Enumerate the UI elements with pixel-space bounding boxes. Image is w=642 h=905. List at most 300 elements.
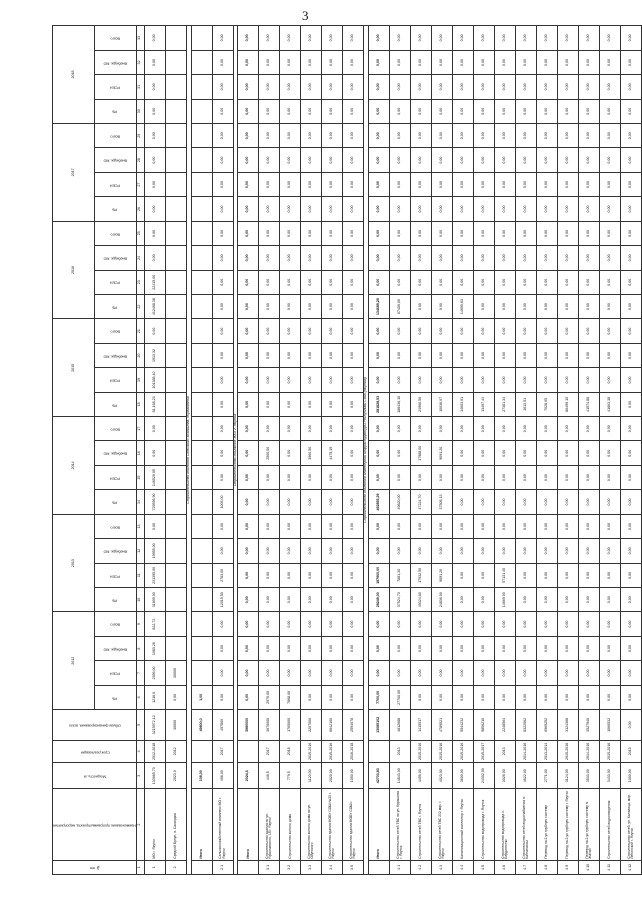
table-cell: 0,00 (621, 417, 642, 441)
column-number: 2 (136, 789, 144, 860)
table-cell: 2024,6 (238, 763, 259, 789)
table-cell: 0,00 (280, 75, 301, 99)
table-cell: 0,00 (301, 172, 322, 196)
table-cell: 0,00 (343, 514, 364, 538)
table-cell: 0,00 (212, 99, 233, 123)
subcolumn-header: РСЕН (94, 368, 136, 392)
table-cell: 6642100 (322, 710, 343, 741)
table-cell: 0,00 (280, 270, 301, 294)
table-cell: 0,00 (411, 26, 432, 51)
table-cell: 0,00 (600, 612, 621, 636)
table-cell: 0,00 (301, 563, 322, 587)
item-name-cell: Строительство жилого дома (280, 789, 301, 860)
table-cell (165, 148, 186, 172)
subcolumn-header: РБ (94, 197, 136, 221)
subcolumn-header: РСЕН (94, 75, 136, 99)
column-number: 15 (136, 465, 144, 489)
table-cell: 0,00 (411, 75, 432, 99)
table-cell: 0,00 (432, 539, 453, 563)
subcolumn-header: РБ (94, 99, 136, 123)
table-cell: 0,00 (432, 294, 453, 318)
subcolumn-header: Внебюдж. МО (94, 441, 136, 465)
table-cell (165, 441, 186, 465)
table-cell: 0,00 (280, 490, 301, 514)
subcolumn-header: Внебюдж. МО (94, 50, 136, 74)
table-row (165, 26, 186, 875)
table-cell: 0,00 (322, 99, 343, 123)
table-cell: 0,00 (390, 514, 411, 538)
table-cell: 17988,00 (411, 441, 432, 465)
table-cell (165, 465, 186, 489)
table-cell: 0,00 (495, 50, 516, 74)
table-cell: 0,00 (579, 246, 600, 270)
table-cell (165, 636, 186, 660)
table-cell: 0,00 (369, 50, 390, 74)
table-cell: 0,00 (280, 99, 301, 123)
table-cell: 0,00 (579, 75, 600, 99)
table-cell: 0,00 (238, 661, 259, 685)
subcolumn-header: Всего (94, 612, 136, 636)
table-cell: 0,00 (558, 636, 579, 660)
table-cell: 0,00 (238, 75, 259, 99)
table-cell: 27700,00 (390, 685, 411, 709)
table-cell: 0,00 (453, 124, 474, 148)
table-cell: 0,00 (495, 368, 516, 392)
table-cell: 30000 (165, 710, 186, 741)
table-cell: 0,00 (369, 99, 390, 123)
table-cell: 0,00 (390, 368, 411, 392)
table-cell: 0,00 (495, 685, 516, 709)
table-cell: 1050,00 (343, 763, 364, 789)
table-cell: 0,00 (474, 368, 495, 392)
table-cell: 0,00 (369, 221, 390, 245)
item-name-cell: Сельскохозяйственный комплекс МО г. Якутск (212, 789, 233, 860)
table-cell (191, 860, 212, 874)
table-cell: 0,00 (301, 319, 322, 343)
table-cell: 0,00 (537, 172, 558, 196)
table-cell: 0,00 (453, 343, 474, 367)
table-cell: 0,00 (301, 148, 322, 172)
item-name-cell: Средний Булун, п. Саханджа (165, 789, 186, 860)
table-cell: 2970,00 (259, 685, 280, 709)
table-cell: 0,00 (212, 50, 233, 74)
subtotal-row (238, 26, 259, 875)
table-cell: 0,00 (322, 465, 343, 489)
table-cell: 0,00 (259, 612, 280, 636)
column-number: 14 (136, 490, 144, 514)
table-cell: 0,00 (390, 539, 411, 563)
table-cell: 0,00 (432, 124, 453, 148)
table-cell: 2015-2016 (600, 740, 621, 762)
table-cell: 0,00 (432, 148, 453, 172)
table-cell: 0,00 (343, 392, 364, 416)
table-cell: 0,00 (621, 270, 642, 294)
subcolumn-header: РСЕН (94, 465, 136, 489)
table-cell: 37508,13 (432, 490, 453, 514)
table-cell: 7881,30 (390, 563, 411, 587)
table-cell: 0,00 (579, 417, 600, 441)
table-cell: 0,00 (212, 661, 233, 685)
column-number: 23 (136, 270, 144, 294)
table-cell: 0,00 (600, 417, 621, 441)
table-cell: 0,00 (579, 636, 600, 660)
table-cell: 0,00 (621, 539, 642, 563)
table-cell: 0,00 (621, 636, 642, 660)
section-title: Строительство объектов инженерной инфраструктуры Республики Саха (Якутия) (364, 26, 369, 875)
table-cell: 0,00 (621, 710, 642, 741)
item-name-cell: Строительство здания МОБУ СОШ г. Якутск (343, 789, 364, 860)
column-number: 24 (136, 246, 144, 270)
table-cell: 0,00 (621, 75, 642, 99)
table-cell: 0,00 (579, 612, 600, 636)
table-cell: 0,00 (144, 124, 165, 148)
table-cell: 0,00 (474, 26, 495, 51)
item-name-cell: Строительство здания МОБУ СОШ №33 г. Якутск (322, 789, 343, 860)
table-cell: 0,00 (390, 197, 411, 221)
table-cell (191, 588, 212, 612)
column-number: 22 (136, 294, 144, 318)
table-cell: 0,00 (537, 539, 558, 563)
table-cell: 0,00 (537, 661, 558, 685)
table-cell: 0,00 (238, 392, 259, 416)
table-cell (191, 246, 212, 270)
table-cell: 2012 (165, 740, 186, 762)
table-cell: 0,00 (280, 588, 301, 612)
table-cell: 0,00 (301, 636, 322, 660)
table-cell: 0,00 (495, 294, 516, 318)
table-cell: 0,00 (579, 221, 600, 245)
table-cell: 9091,20 (432, 441, 453, 465)
table-cell: 0,00 (453, 441, 474, 465)
table-cell: 0,00 (212, 221, 233, 245)
table-cell: 0,00 (369, 465, 390, 489)
table-cell (191, 490, 212, 514)
table-cell (165, 343, 186, 367)
table-cell: 0,00 (411, 172, 432, 196)
table-cell: 2500,00 (259, 441, 280, 465)
table-cell: 0,00 (495, 270, 516, 294)
year-header: 2015 (53, 319, 95, 417)
table-cell: 0,00 (537, 319, 558, 343)
table-cell: 0,00 (343, 490, 364, 514)
table-cell: 0,00 (516, 26, 537, 51)
table-cell: 0,00 (301, 661, 322, 685)
table-cell: 0,00 (558, 148, 579, 172)
table-cell: 0,00 (259, 50, 280, 74)
table-cell: 134689,29 (369, 294, 390, 318)
table-cell: 0,00 (516, 148, 537, 172)
table-cell: 2018 (280, 740, 301, 762)
table-cell: 0,00 (453, 50, 474, 74)
table-cell (191, 661, 212, 685)
table-cell (191, 99, 212, 123)
table-cell: 0,00 (369, 441, 390, 465)
table-cell: 0,00 (343, 661, 364, 685)
table-cell: 0,00 (516, 50, 537, 74)
column-header: Срок реализации (53, 740, 137, 762)
table-cell: 0,00 (301, 588, 322, 612)
table-cell: 0,00 (322, 75, 343, 99)
table-cell: 0,00 (322, 294, 343, 318)
table-cell: 1120,00 (301, 763, 322, 789)
table-cell (191, 514, 212, 538)
table-cell: 0,00 (600, 465, 621, 489)
financing-table (52, 25, 642, 875)
table-cell: 0,00 (212, 197, 233, 221)
table-cell: 0,00 (369, 75, 390, 99)
table-cell: 47224,70 (411, 490, 432, 514)
item-name-cell: Итого (238, 789, 259, 860)
table-cell: 0,00 (537, 441, 558, 465)
table-cell: 0,00 (343, 294, 364, 318)
table-cell: 0,00 (558, 368, 579, 392)
table-cell: 0,00 (516, 636, 537, 660)
table-cell: 81,168,23 (144, 392, 165, 416)
table-cell: 0,00 (369, 148, 390, 172)
table-cell: 0,00 (474, 636, 495, 660)
column-number: 13 (136, 514, 144, 538)
table-cell: 0,00 (558, 465, 579, 489)
table-cell: 0,00 (579, 539, 600, 563)
table-cell (191, 197, 212, 221)
table-cell: 4.10 (579, 860, 600, 874)
table-cell: 0,00 (621, 685, 642, 709)
page-number: 3 (302, 8, 309, 23)
table-cell: 0,00 (343, 50, 364, 74)
table-cell: 4.3 (432, 860, 453, 874)
table-cell: 0,00 (343, 221, 364, 245)
table-cell: 4.5 (474, 860, 495, 874)
column-number: 12 (136, 539, 144, 563)
column-number: 25 (136, 221, 144, 245)
table-cell: 0,00 (453, 685, 474, 709)
table-cell: 0,00 (343, 319, 364, 343)
table-cell: 0,00 (369, 270, 390, 294)
subcolumn-header: Внебюдж. МО (94, 246, 136, 270)
table-header (53, 26, 145, 875)
subcolumn-header: Всего (94, 26, 136, 51)
table-cell: 0,00 (495, 124, 516, 148)
table-cell: 0,00 (432, 343, 453, 367)
table-cell: 0,00 (537, 26, 558, 51)
table-cell: 0,00 (621, 319, 642, 343)
table-cell: 0,00 (537, 636, 558, 660)
item-name-cell: Канализационный коллектор г. Якутск (453, 789, 474, 860)
item-name-cell: Строительство сетей водоотведения (600, 789, 621, 860)
table-cell: 0,00 (621, 124, 642, 148)
table-cell: 0,00 (453, 514, 474, 538)
table-cell: 0,00 (621, 514, 642, 538)
table-cell: 0,00 (301, 294, 322, 318)
table-cell: 0,00 (621, 172, 642, 196)
table-cell: 187960,00 (369, 563, 390, 587)
table-cell: 497800 (212, 710, 233, 741)
table-cell: 0,00 (600, 319, 621, 343)
table-cell (238, 740, 259, 762)
section-title: Строительство объектов Сельского хозяйства, образования (186, 26, 191, 875)
table-row (301, 26, 322, 875)
table-cell: 0,00 (343, 588, 364, 612)
table-cell: 4.7 (516, 860, 537, 874)
table-cell: 0,00 (280, 612, 301, 636)
table-cell: 2023,0 (165, 763, 186, 789)
table-cell: 0,00 (621, 490, 642, 514)
table-cell: 231395,00 (144, 563, 165, 587)
table-cell: 0,00 (537, 50, 558, 74)
table-cell: 0,00 (474, 319, 495, 343)
item-name-cell: Строительство сетей, ул. Кальвица, мкр. Ленинский г. Якутск (621, 789, 642, 860)
table-cell: 0,00 (621, 294, 642, 318)
table-cell: 0,00 (411, 148, 432, 172)
table-cell: 0,00 (432, 50, 453, 74)
table-cell: 412468,38 (144, 294, 165, 318)
table-cell: 2783,00 (212, 563, 233, 587)
table-cell: 0,00 (558, 319, 579, 343)
table-cell: 0,00 (238, 50, 259, 74)
column-number: 5 (136, 710, 144, 741)
table-cell: 0,00 (495, 99, 516, 123)
item-name-cell: МО г. Якутск (144, 789, 165, 860)
table-cell: 0,00 (432, 636, 453, 660)
table-cell: 1415517 (411, 710, 432, 741)
table-cell (191, 539, 212, 563)
table-cell: 0,00 (474, 514, 495, 538)
table-cell: 0,00 (558, 172, 579, 196)
table-cell: 0,00 (537, 99, 558, 123)
table-cell: 14603,01 (453, 392, 474, 416)
table-cell: 3124,00 (558, 763, 579, 789)
table-cell: 0,00 (301, 392, 322, 416)
table-cell: 0,00 (212, 417, 233, 441)
table-cell: 12015,50 (212, 588, 233, 612)
table-cell: 0,00 (516, 588, 537, 612)
table-cell: 0,00 (212, 172, 233, 196)
table-cell: 0,00 (600, 270, 621, 294)
item-name-cell: Строительство водопровода г. Якутск (474, 789, 495, 860)
table-cell: 0,00 (411, 319, 432, 343)
table-cell: 0,00 (453, 539, 474, 563)
table-cell (165, 75, 186, 99)
table-cell: 4.6 (495, 860, 516, 874)
table-cell: 0,00 (432, 685, 453, 709)
table-cell: 0,00 (432, 612, 453, 636)
table-cell: 2016-2018 (343, 740, 364, 762)
table-cell: 3124368 (558, 710, 579, 741)
table-cell: 0,00 (558, 539, 579, 563)
table-cell: 0,00 (343, 612, 364, 636)
table-cell: 0,00 (600, 588, 621, 612)
table-cell: 0,00 (301, 490, 322, 514)
table-cell: 0,00 (453, 246, 474, 270)
table-cell: 0,00 (495, 490, 516, 514)
table-cell: 3960,50 (301, 441, 322, 465)
column-number: 33 (136, 26, 144, 51)
table-cell: 0,00 (453, 148, 474, 172)
column-header: Объем финансирования, всего (53, 710, 137, 741)
table-cell: 0,00 (495, 612, 516, 636)
table-cell: 0,00 (212, 368, 233, 392)
subcolumn-header: РБ (94, 588, 136, 612)
table-cell: 0,00 (369, 612, 390, 636)
table-row (212, 26, 233, 875)
table-cell: 0,00 (259, 368, 280, 392)
table-cell: 0,00 (600, 636, 621, 660)
table-cell: 0,00 (516, 246, 537, 270)
header-row (53, 26, 95, 875)
table-cell: 4789521 (432, 710, 453, 741)
table-cell: 0,00 (280, 50, 301, 74)
table-cell: 0,00 (621, 26, 642, 51)
table-cell: 10036,07 (432, 392, 453, 416)
table-cell: 0,00 (474, 539, 495, 563)
table-cell: 2248564 (495, 710, 516, 741)
table-cell: 0,00 (322, 270, 343, 294)
table-cell: 2020,00 (322, 763, 343, 789)
table-cell (165, 246, 186, 270)
table-cell: 0,00 (369, 319, 390, 343)
table-cell: 0,00 (453, 612, 474, 636)
table-cell: 0,00 (212, 319, 233, 343)
table-cell: 13497,44 (474, 392, 495, 416)
item-name-cell: Итого (191, 789, 212, 860)
subcolumn-header: Внебюдж. МО (94, 636, 136, 660)
table-cell: 729595,90 (144, 490, 165, 514)
table-cell: 0,00 (411, 221, 432, 245)
table-cell: 1000,00 (621, 763, 642, 789)
item-name-cell: Строительство сетей ТВС по ул. Курашова г. Якутск (390, 789, 411, 860)
table-cell: 0,00 (537, 490, 558, 514)
table-cell: 0,00 (259, 172, 280, 196)
column-number: 19 (136, 368, 144, 392)
table-cell: 0,00 (495, 539, 516, 563)
table-cell: 0,00 (301, 50, 322, 74)
table-cell: 0,00 (280, 417, 301, 441)
table-cell: 0,00 (432, 246, 453, 270)
table-cell: 0,00 (579, 563, 600, 587)
table-cell: 0,00 (144, 99, 165, 123)
table-cell: 2207000 (301, 710, 322, 741)
table-cell: 0,00 (516, 294, 537, 318)
table-row (322, 26, 343, 875)
year-header: 2017 (53, 124, 95, 222)
year-header: 2012 (53, 612, 95, 710)
table-cell: 0,00 (238, 539, 259, 563)
table-row (411, 26, 432, 875)
table-cell: 0,00 (600, 75, 621, 99)
table-cell: 0,00 (259, 465, 280, 489)
table-cell: 2015-2016 (301, 740, 322, 762)
table-cell: 0,00 (495, 197, 516, 221)
column-number: 10 (136, 588, 144, 612)
table-cell: 0,00 (238, 490, 259, 514)
table-cell: 37524,70 (390, 588, 411, 612)
subcolumn-header: РБ (94, 490, 136, 514)
table-cell: 0,00 (579, 514, 600, 538)
table-cell: 0,00 (495, 661, 516, 685)
table-cell (191, 563, 212, 587)
table-cell (165, 99, 186, 123)
subcolumn-header: Всего (94, 319, 136, 343)
year-header: 2013 (53, 514, 95, 612)
table-cell: 0,00 (411, 685, 432, 709)
table-cell (191, 148, 212, 172)
table-cell: 0,00 (453, 270, 474, 294)
table-cell: 13085102 (369, 710, 390, 741)
table-cell: 0,00 (600, 99, 621, 123)
table-cell: 0,00 (238, 588, 259, 612)
table-cell: 0,00 (474, 99, 495, 123)
table-cell: 0,00 (322, 221, 343, 245)
